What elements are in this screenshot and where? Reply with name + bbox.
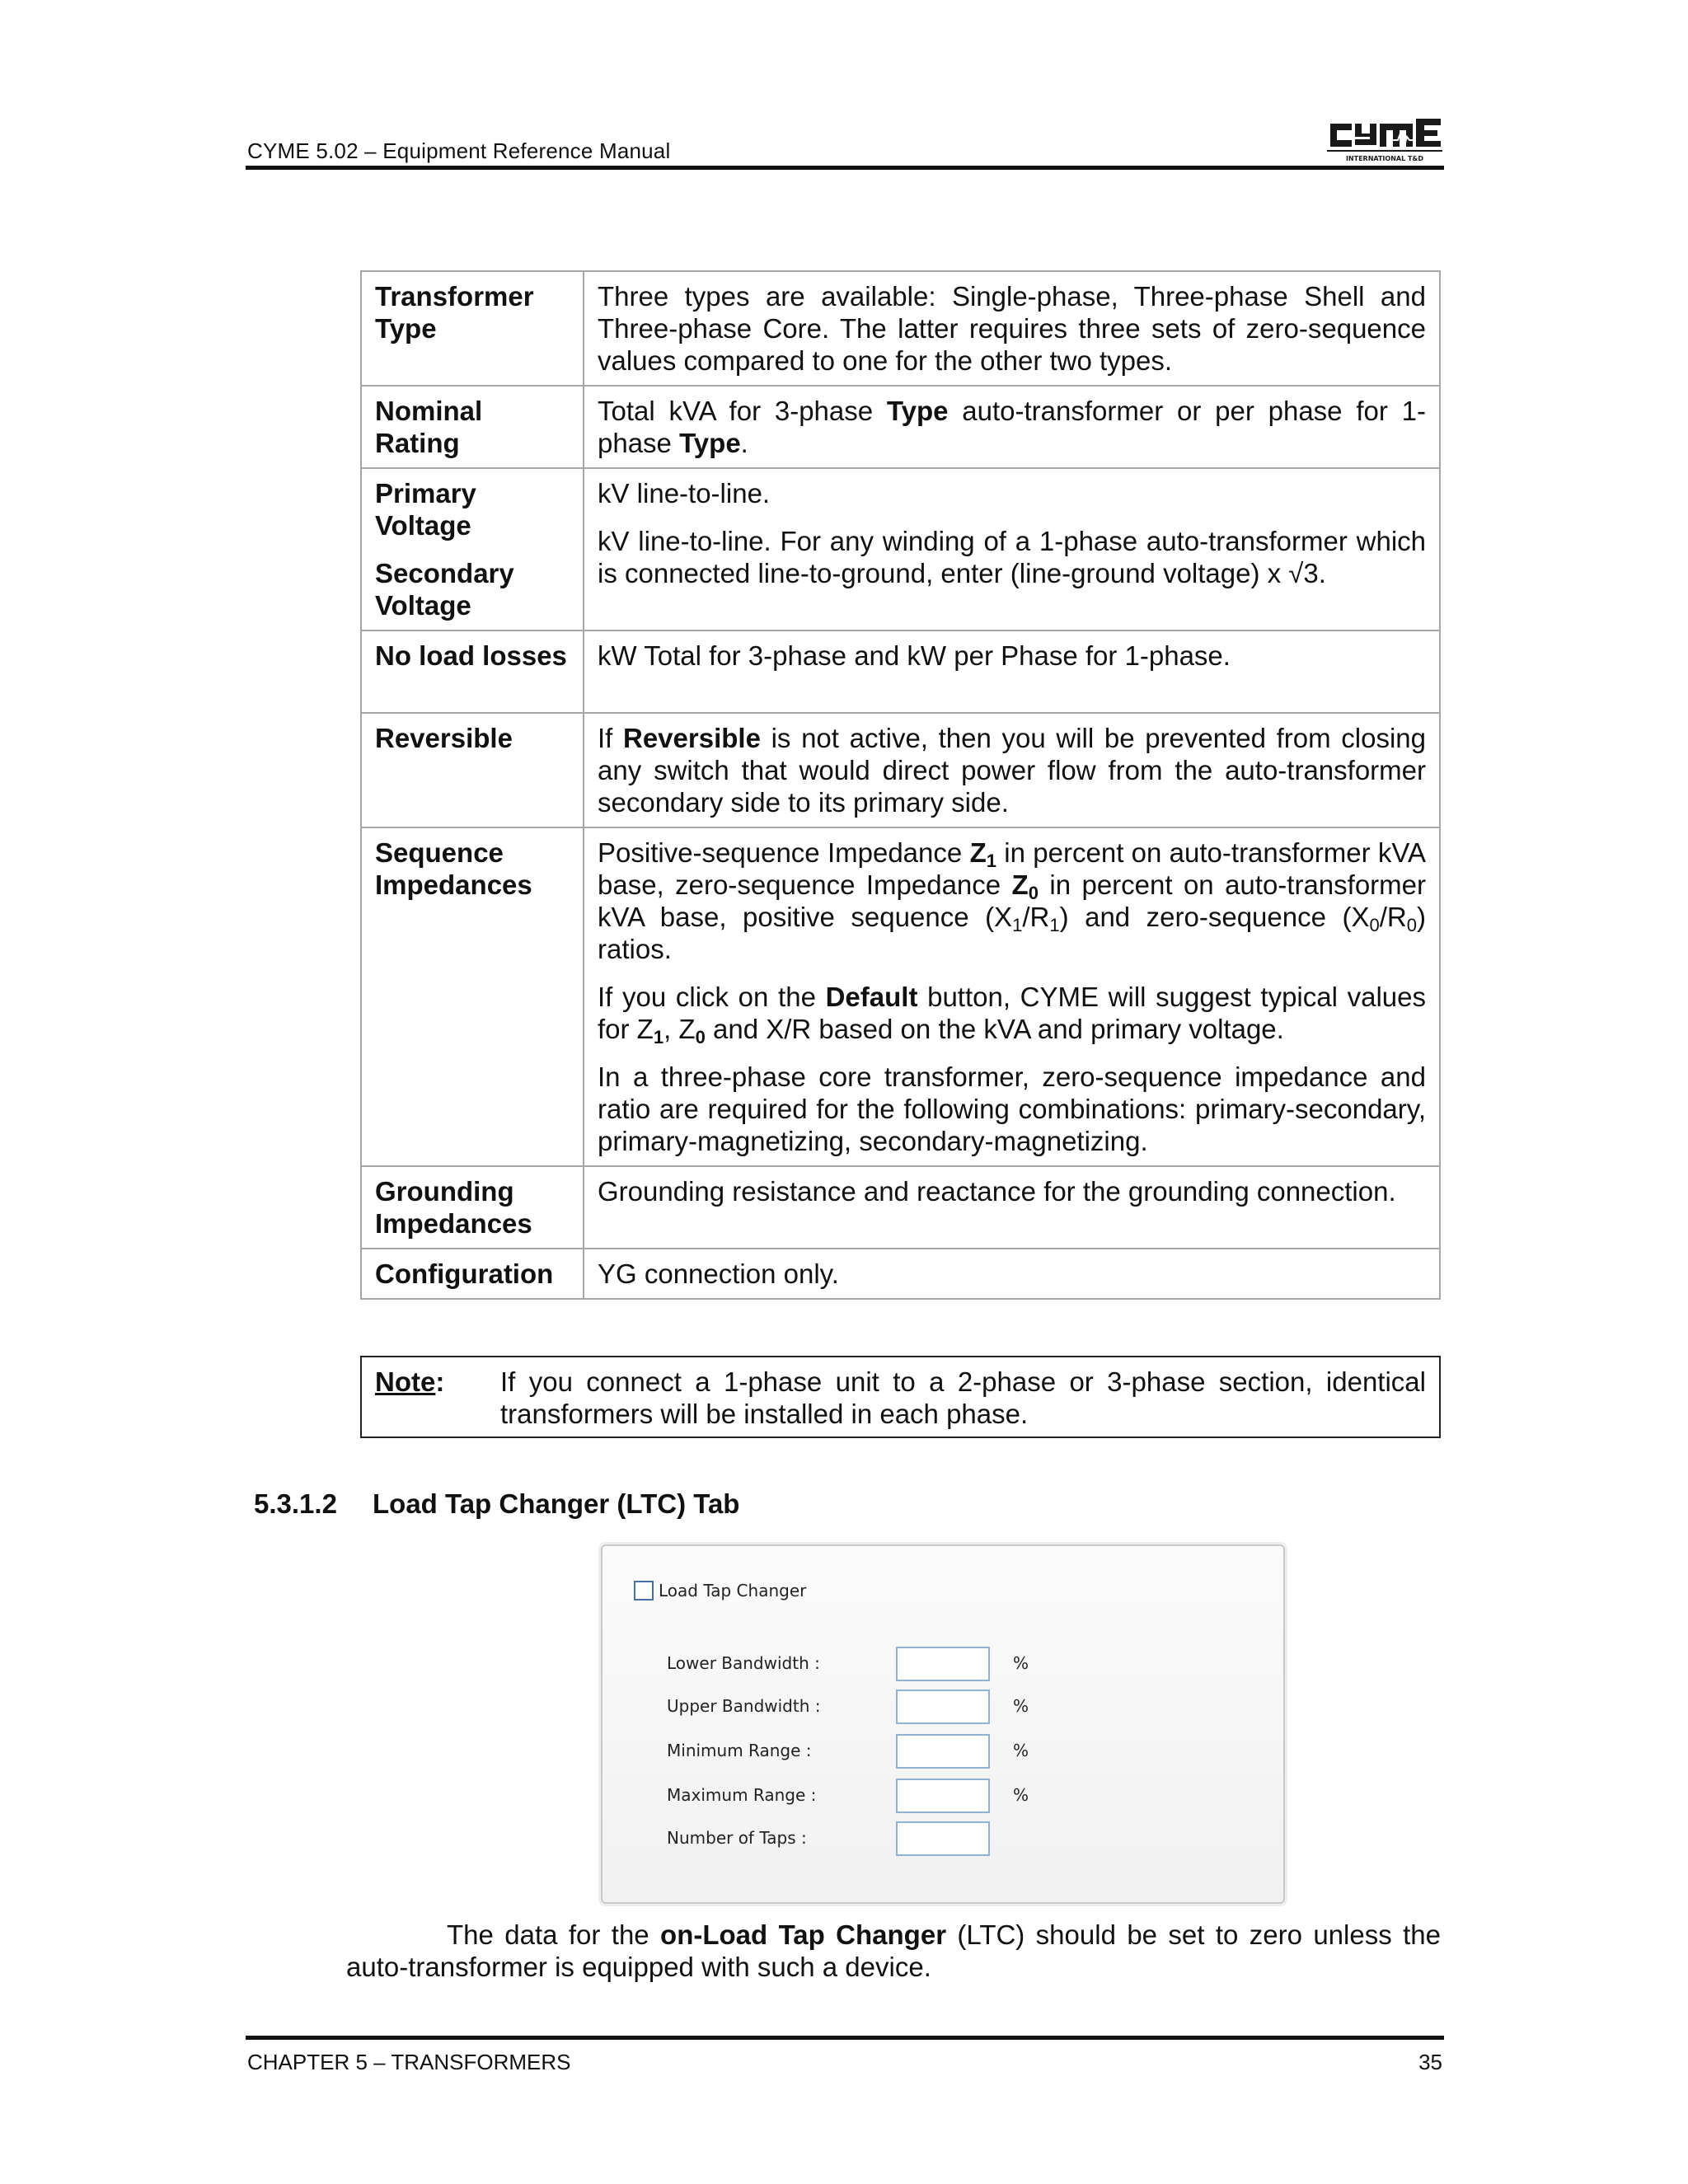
upper-bandwidth-unit: %: [1013, 1696, 1029, 1716]
lower-bandwidth-label: Lower Bandwidth :: [667, 1653, 820, 1673]
table-row: [361, 1249, 1440, 1299]
term-cell: Nominal Rating: [361, 386, 584, 468]
parameter-table: [360, 270, 1441, 1300]
term-cell: No load losses: [361, 630, 584, 713]
term-cell: Primary Voltage Secondary Voltage: [361, 468, 584, 630]
term-cell: Grounding Impedances: [361, 1166, 584, 1249]
description-cell: Three types are available: Single-phase, Three-phase Shell and Three-phase Core. The latter requires three sets of zero-sequence values compared to one for the other two types.: [584, 271, 1440, 386]
table-row: [361, 1166, 1440, 1249]
lower-bandwidth-unit: %: [1013, 1653, 1029, 1673]
note-box: Note: If you connect a 1-phase unit to a 2-phase or 3-phase section, identical transformers will be installed in each phase.: [360, 1356, 1441, 1438]
ltc-description-paragraph: The data for the on-Load Tap Changer (LTC) should be set to zero unless the auto-transformer is equipped with such a device.: [346, 1919, 1441, 1982]
load-tap-changer-label: Load Tap Changer: [659, 1581, 807, 1601]
table-row: [361, 386, 1440, 468]
maximum-range-unit: %: [1013, 1785, 1029, 1805]
description-cell: Total kVA for 3-phase Type auto-transformer or per phase for 1-phase Type.: [584, 386, 1440, 468]
table-row: [361, 827, 1440, 1166]
upper-bandwidth-label: Upper Bandwidth :: [667, 1696, 821, 1716]
manual-title: CYME 5.02 – Equipment Reference Manual: [247, 138, 671, 163]
minimum-range-label: Minimum Range :: [667, 1741, 812, 1760]
minimum-range-input[interactable]: [896, 1734, 990, 1769]
cyme-logo: [1327, 115, 1442, 165]
table-row: [361, 630, 1440, 713]
term-cell: Transformer Type: [361, 271, 584, 386]
term-cell: Reversible: [361, 713, 584, 827]
table-row: [361, 271, 1440, 386]
load-tap-changer-checkbox[interactable]: [634, 1581, 654, 1601]
description-cell: YG connection only.: [584, 1249, 1440, 1299]
term-cell: Sequence Impedances: [361, 827, 584, 1166]
description-cell: kW Total for 3-phase and kW per Phase for 1-phase.: [584, 630, 1440, 713]
svg-text:INTERNATIONAL T&D: INTERNATIONAL T&D: [1345, 155, 1424, 162]
page-footer: [246, 2036, 1444, 2074]
lower-bandwidth-input[interactable]: [896, 1647, 990, 1681]
table-row: [361, 468, 1440, 630]
description-cell: If Reversible is not active, then you will be prevented from closing any switch that would direct power flow from the auto-transformer secondary side to its primary side.: [584, 713, 1440, 827]
minimum-range-unit: %: [1013, 1741, 1029, 1760]
number-of-taps-input[interactable]: [896, 1821, 990, 1856]
upper-bandwidth-input[interactable]: [896, 1690, 990, 1724]
table-row: [361, 713, 1440, 827]
number-of-taps-label: Number of Taps :: [667, 1828, 807, 1848]
section-number: 5.3.1.2: [254, 1488, 337, 1519]
note-label: Note: [375, 1366, 436, 1397]
page-number: 35: [1418, 2050, 1442, 2074]
description-cell: Grounding resistance and reactance for the grounding connection.: [584, 1166, 1440, 1249]
section-title: Load Tap Changer (LTC) Tab: [373, 1488, 740, 1519]
chapter-label: CHAPTER 5 – TRANSFORMERS: [247, 2050, 571, 2074]
description-cell: kV line-to-line. kV line-to-line. For any winding of a 1-phase auto-transformer which is connected line-to-ground, enter (line-ground voltage) x √3.: [584, 468, 1440, 630]
maximum-range-label: Maximum Range :: [667, 1785, 817, 1805]
term-cell: Configuration: [361, 1249, 584, 1299]
maximum-range-input[interactable]: [896, 1779, 990, 1813]
description-cell: Positive-sequence Impedance $Z_1$ in percent on auto-transformer kVA base, zero-sequence Impedance $Z_0$ in percent on auto-transformer kVA base, positive sequence $(X_1/R_1)$ and zero-sequence $(X_0/R_0)$ ratios. If you click on the Default button, CYME will suggest typical values for $Z_1$, $Z_0$ and X/R based on the kVA and primary voltage. In a three-phase core transformer, zero-sequence impedance and ratio are required for the following combinations: primary-secondary, primary-magnetizing, secondary-magnetizing.: [584, 827, 1440, 1166]
note-text: If you connect a 1-phase unit to a 2-phase or 3-phase section, identical transformers will be installed in each phase.: [500, 1366, 1426, 1429]
page-header: [246, 115, 1444, 170]
ltc-tab-panel: [601, 1544, 1285, 1904]
